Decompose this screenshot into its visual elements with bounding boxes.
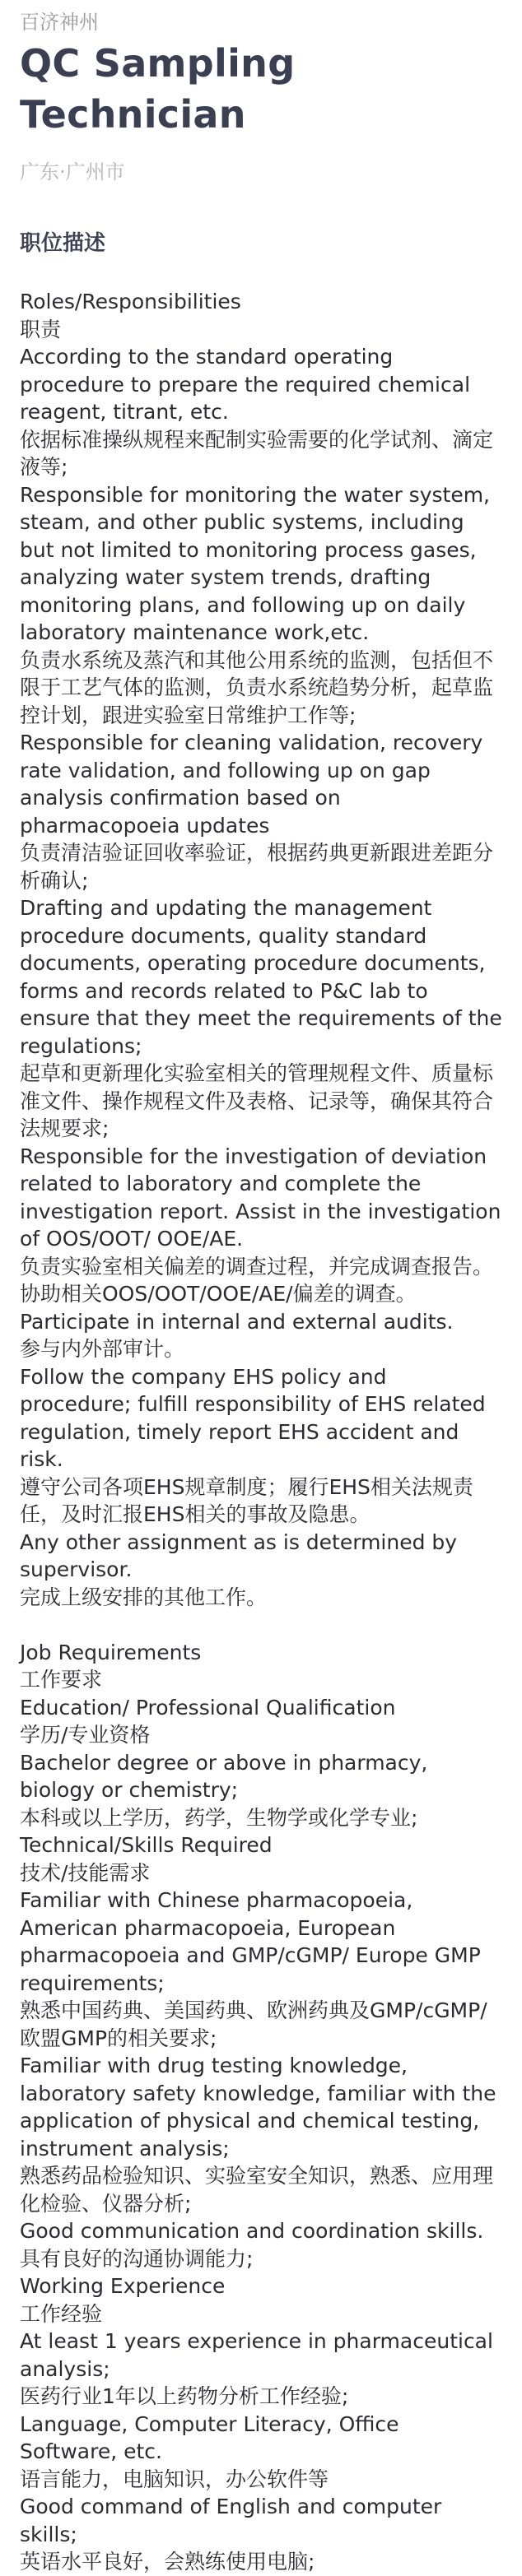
description-line: 技术/技能需求 xyxy=(20,1860,151,1885)
description-line: Responsible for monitoring the water system, steam, and other public systems, including but not limited to monitoring process gases, analyzing water system trends, drafting monitoring plans, and following up on daily laboratory maintenance work,etc. xyxy=(20,482,490,644)
description-line: 负责清洁验证回收率验证，根据药典更新跟进差距分析确认; xyxy=(20,841,494,893)
description-line: 完成上级安排的其他工作。 xyxy=(20,1585,268,1609)
description-line: According to the standard operating procedure to prepare the required chemical reagent, titrant, etc. xyxy=(20,345,471,424)
description-line: 具有良好的沟通协调能力; xyxy=(20,2246,254,2271)
description-line: Participate in internal and external audits. xyxy=(20,1309,454,1334)
section-heading-job-description: 职位描述 xyxy=(20,231,106,256)
description-line: Technical/Skills Required xyxy=(20,1833,273,1857)
description-line: Good command of English and computer skills; xyxy=(20,2495,442,2546)
description-line: 职责 xyxy=(20,317,62,341)
description-line: 负责水系统及蒸汽和其他公用系统的监测，包括但不限于工艺气体的监测，负责水系统趋势分析，起草监控计划，跟进实验室日常维护工作等; xyxy=(20,647,494,727)
description-line: Responsible for the investigation of deviation related to laboratory and complete the investigation report. Assist in the investigation of OOS/OOT/ OOE/AE. xyxy=(20,1144,501,1251)
description-line: Familiar with drug testing knowledge, laboratory safety knowledge, familiar with the application of physical and chemical testing, instrument analysis; xyxy=(20,2054,496,2161)
description-line: Familiar with Chinese pharmacopoeia, American pharmacopoeia, European pharmacopoeia and GMP/cGMP/ Europe GMP requirements; xyxy=(20,1888,481,1995)
description-line: 负责实验室相关偏差的调查过程，并完成调查报告。 协助相关OOS/OOT/OOE/AE/偏差的调查。 xyxy=(20,1254,494,1306)
job-title: QC Sampling Technician xyxy=(20,41,296,137)
description-line: 起草和更新理化实验室相关的管理规程文件、质量标准文件、操作规程文件及表格、记录等，确保其符合法规要求; xyxy=(20,1061,494,1140)
description-line: Bachelor degree or above in pharmacy, biology or chemistry; xyxy=(20,1750,428,1802)
description-line: Roles/Responsibilities xyxy=(20,290,241,313)
description-line: 依据标准操纵规程来配制实验需要的化学试剂、滴定液等; xyxy=(20,427,494,479)
description-line: Language, Computer Literacy, Office Software, etc. xyxy=(20,2411,399,2463)
description-line: At least 1 years experience in pharmaceutical analysis; xyxy=(20,2329,493,2381)
description-line: Good communication and coordination skills. xyxy=(20,2219,484,2243)
description-line: Any other assignment as is determined by supervisor. xyxy=(20,1529,458,1581)
description-line: Job Requirements xyxy=(20,1640,202,1664)
description-line: Drafting and updating the management procedure documents, quality standard documents, operating procedure documents, forms and records related to P&C lab to ensure that they meet the requirements of the regulations; xyxy=(20,896,502,1058)
description-line: Follow the company EHS policy and procedure; fulfill responsibility of EHS related regulation, timely report EHS accident and risk. xyxy=(20,1364,486,1471)
description-line: 本科或以上学历，药学，生物学或化学专业; xyxy=(20,1805,418,1830)
description-line: 熟悉药品检验知识、实验室安全知识，熟悉、应用理化检验、仪器分析; xyxy=(20,2164,494,2216)
job-description-body xyxy=(20,288,502,2576)
description-line: 熟悉中国药典、美国药典、欧洲药典及GMP/cGMP/欧盟GMP的相关要求; xyxy=(20,1998,487,2050)
description-line: Education/ Professional Qualification xyxy=(20,1695,396,1720)
description-line: 医药行业1年以上药物分析工作经验; xyxy=(20,2384,349,2408)
description-line: Working Experience xyxy=(20,2274,226,2298)
job-location: 广东·广州市 xyxy=(20,160,125,183)
description-line: 语言能力，电脑知识，办公软件等 xyxy=(20,2467,329,2491)
description-line: 工作经验 xyxy=(20,2301,103,2326)
paragraph-spacer xyxy=(20,1611,502,1639)
description-line: 参与内外部审计。 xyxy=(20,1337,185,1361)
description-line: Responsible for cleaning validation, recovery rate validation, and following up on gap analysis confirmation based on pharmacopoeia updates xyxy=(20,731,483,838)
description-line: 遵守公司各项EHS规章制度；履行EHS相关法规责任，及时汇报EHS相关的事故及隐患。 xyxy=(20,1474,473,1526)
company-name[interactable]: 百济神州 xyxy=(20,11,99,34)
description-line: 学历/专业资格 xyxy=(20,1723,151,1747)
description-line: 工作要求 xyxy=(20,1668,103,1692)
description-line: 英语水平良好，会熟练使用电脑; xyxy=(20,2550,315,2574)
